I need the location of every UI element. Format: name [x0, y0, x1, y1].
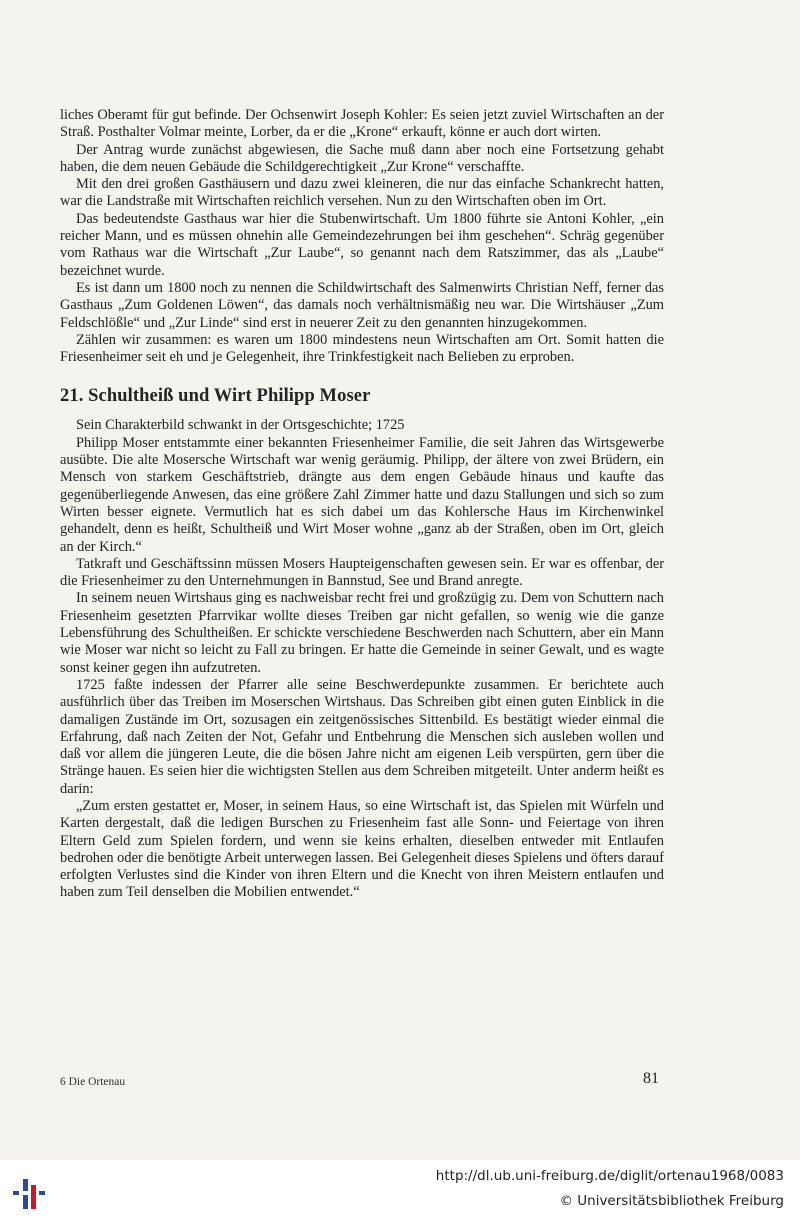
copyright-notice: © Universitätsbibliothek Freiburg	[559, 1193, 784, 1209]
paragraph: In seinem neuen Wirtshaus ging es nachweisbar recht frei und großzügig zu. Dem von Schuttern nach Friesenheim gesetzten Pfarrvikar wollte dieses Treiben gar nicht gefallen, so wenig wie die ganze Lebensführung des Schultheißen. Er schickte verschiedene Beschwerden nach Schuttern, aber ein Mann wie Moser war nicht so leicht zu Fall zu bringen. Er hatte die Gemeinde in seiner Gewalt, und es wagte sonst keiner gegen ihn aufzutreten.	[60, 590, 664, 676]
paragraph: liches Oberamt für gut befinde. Der Ochsenwirt Joseph Kohler: Es seien jetzt zuviel Wirtschaften an der Straß. Posthalter Volmar meinte, Lorber, da er die „Krone“ erkauft, könne er auch dort wirten.	[60, 107, 664, 141]
paragraph: Tatkraft und Geschäftssinn müssen Mosers Haupteigenschaften gewesen sein. Er war es offenbar, der die Friesenheimer zu den Unternehmungen in Bannstud, See und Brand anregte.	[60, 555, 664, 590]
body-text	[60, 107, 664, 902]
footer-signature: 6 Die Ortenau	[60, 1076, 126, 1088]
section-subtitle: Sein Charakterbild schwankt in der Ortsgeschichte; 1725	[76, 417, 405, 434]
library-bar	[0, 1160, 800, 1220]
paragraph: Das bedeutendste Gasthaus war hier die Stubenwirtschaft. Um 1800 führte sie Antoni Kohler, „ein reicher Mann, und es müssen ohnehin alle Gemeindezehrungen bei ihm geschehen“. Schräg gegenüber vom Rathaus war die Wirtschaft „Zur Laube“, so genannt nach dem Ratszimmer, das als „Laube“ bezeichnet wurde.	[60, 210, 664, 279]
paragraph: Philipp Moser entstammte einer bekannten Friesenheimer Familie, die seit Jahren das Wirtsgewerbe ausübte. Die alte Mosersche Wirtschaft war wenig geräumig. Philipp, der ältere von zwei Brüdern, ein Mensch von starkem Geschäftstrieb, drängte aus dem engen Gebäude hinaus und kaufte das gegenüberliegende Anwesen, das eine größere Zahl Zimmer hatte und dazu Stallungen und sich so zum Wirten besser eignete. Vermutlich hat es sich dabei um das Kohlersche Haus im Kirchenwinkel gehandelt, denn es heißt, Schultheiß und Wirt Moser wohne „ganz ab der Straßen, oben im Ort, gleich an der Kirch.“	[60, 434, 664, 555]
permalink-url[interactable]: http://dl.ub.uni-freiburg.de/diglit/ortenau1968/0083	[435, 1168, 784, 1184]
paragraph: 1725 faßte indessen der Pfarrer alle seine Beschwerdepunkte zusammen. Er berichtete auch ausführlich über das Treiben im Moserschen Wirtshaus. Das Schreiben gibt einen guten Einblick in die damaligen Zustände im Ort, sozusagen ein zeitgenössisches Sittenbild. Es bestätigt wieder einmal die Erfahrung, daß nach Zeiten der Not, Gefahr und Entbehrung die Menschen sich ausleben wollen und daß vor allem die jüngeren Leute, die die bösen Jahre nicht am eigenen Leib verspürten, gern über die Stränge hauen. Es seien hier die wichtigsten Stellen aus dem Schreiben mitgeteilt. Unter anderm heißt es darin:	[60, 676, 664, 797]
paragraph: Zählen wir zusammen: es waren um 1800 mindestens neun Wirtschaften am Ort. Somit hatten die Friesenheimer seit eh und je Gelegenheit, ihre Trinkfestigkeit nach Belieben zu erproben.	[60, 331, 664, 366]
paragraph: Mit den drei großen Gasthäusern und dazu zwei kleineren, die nur das einfache Schankrecht hatten, war die Landstraße mit Wirtschaften reichlich versehen. Nun zu den Wirtschaften oben im Ort.	[60, 176, 664, 210]
page-number: 81	[643, 1070, 659, 1087]
paragraph: Der Antrag wurde zunächst abgewiesen, die Sache muß dann aber noch eine Fortsetzung gehabt haben, die dem neuen Gebäude die Schildgerechtigkeit „Zur Krone“ verschaffte.	[60, 141, 664, 175]
section-heading: 21. Schultheiß und Wirt Philipp Moser	[60, 386, 371, 407]
paragraph: Es ist dann um 1800 noch zu nennen die Schildwirtschaft des Salmenwirts Christian Neff, ferner das Gasthaus „Zum Goldenen Löwen“, das damals noch verhältnismäßig neu war. Die Wirtshäuser „Zum Feldschlößle“ und „Zur Linde“ sind erst in neuerer Zeit zu den genannten hinzugekommen.	[60, 279, 664, 331]
ub-freiburg-logo-icon[interactable]	[11, 1171, 51, 1211]
quoted-paragraph: „Zum ersten gestattet er, Moser, in seinem Haus, so eine Wirtschaft ist, das Spielen mit Würfeln und Karten dergestalt, daß die ledigen Burschen zu Friesenheim fast alle Sonn- und Feiertage von ihren Eltern Geld zum Spielen fordern, und wenn sie keins erhalten, dieselben entweder mit Entlaufen bedrohen oder die benötigte Arbeit unterwegen lassen. Bei Gelegenheit dieses Spielens und öfters darauf erfolgten Verlustes sind die Kinder von ihren Eltern und die Knecht von ihren Meistern entlaufen und haben zum Teil denselben die Mobilien entwendet.“	[60, 797, 664, 901]
